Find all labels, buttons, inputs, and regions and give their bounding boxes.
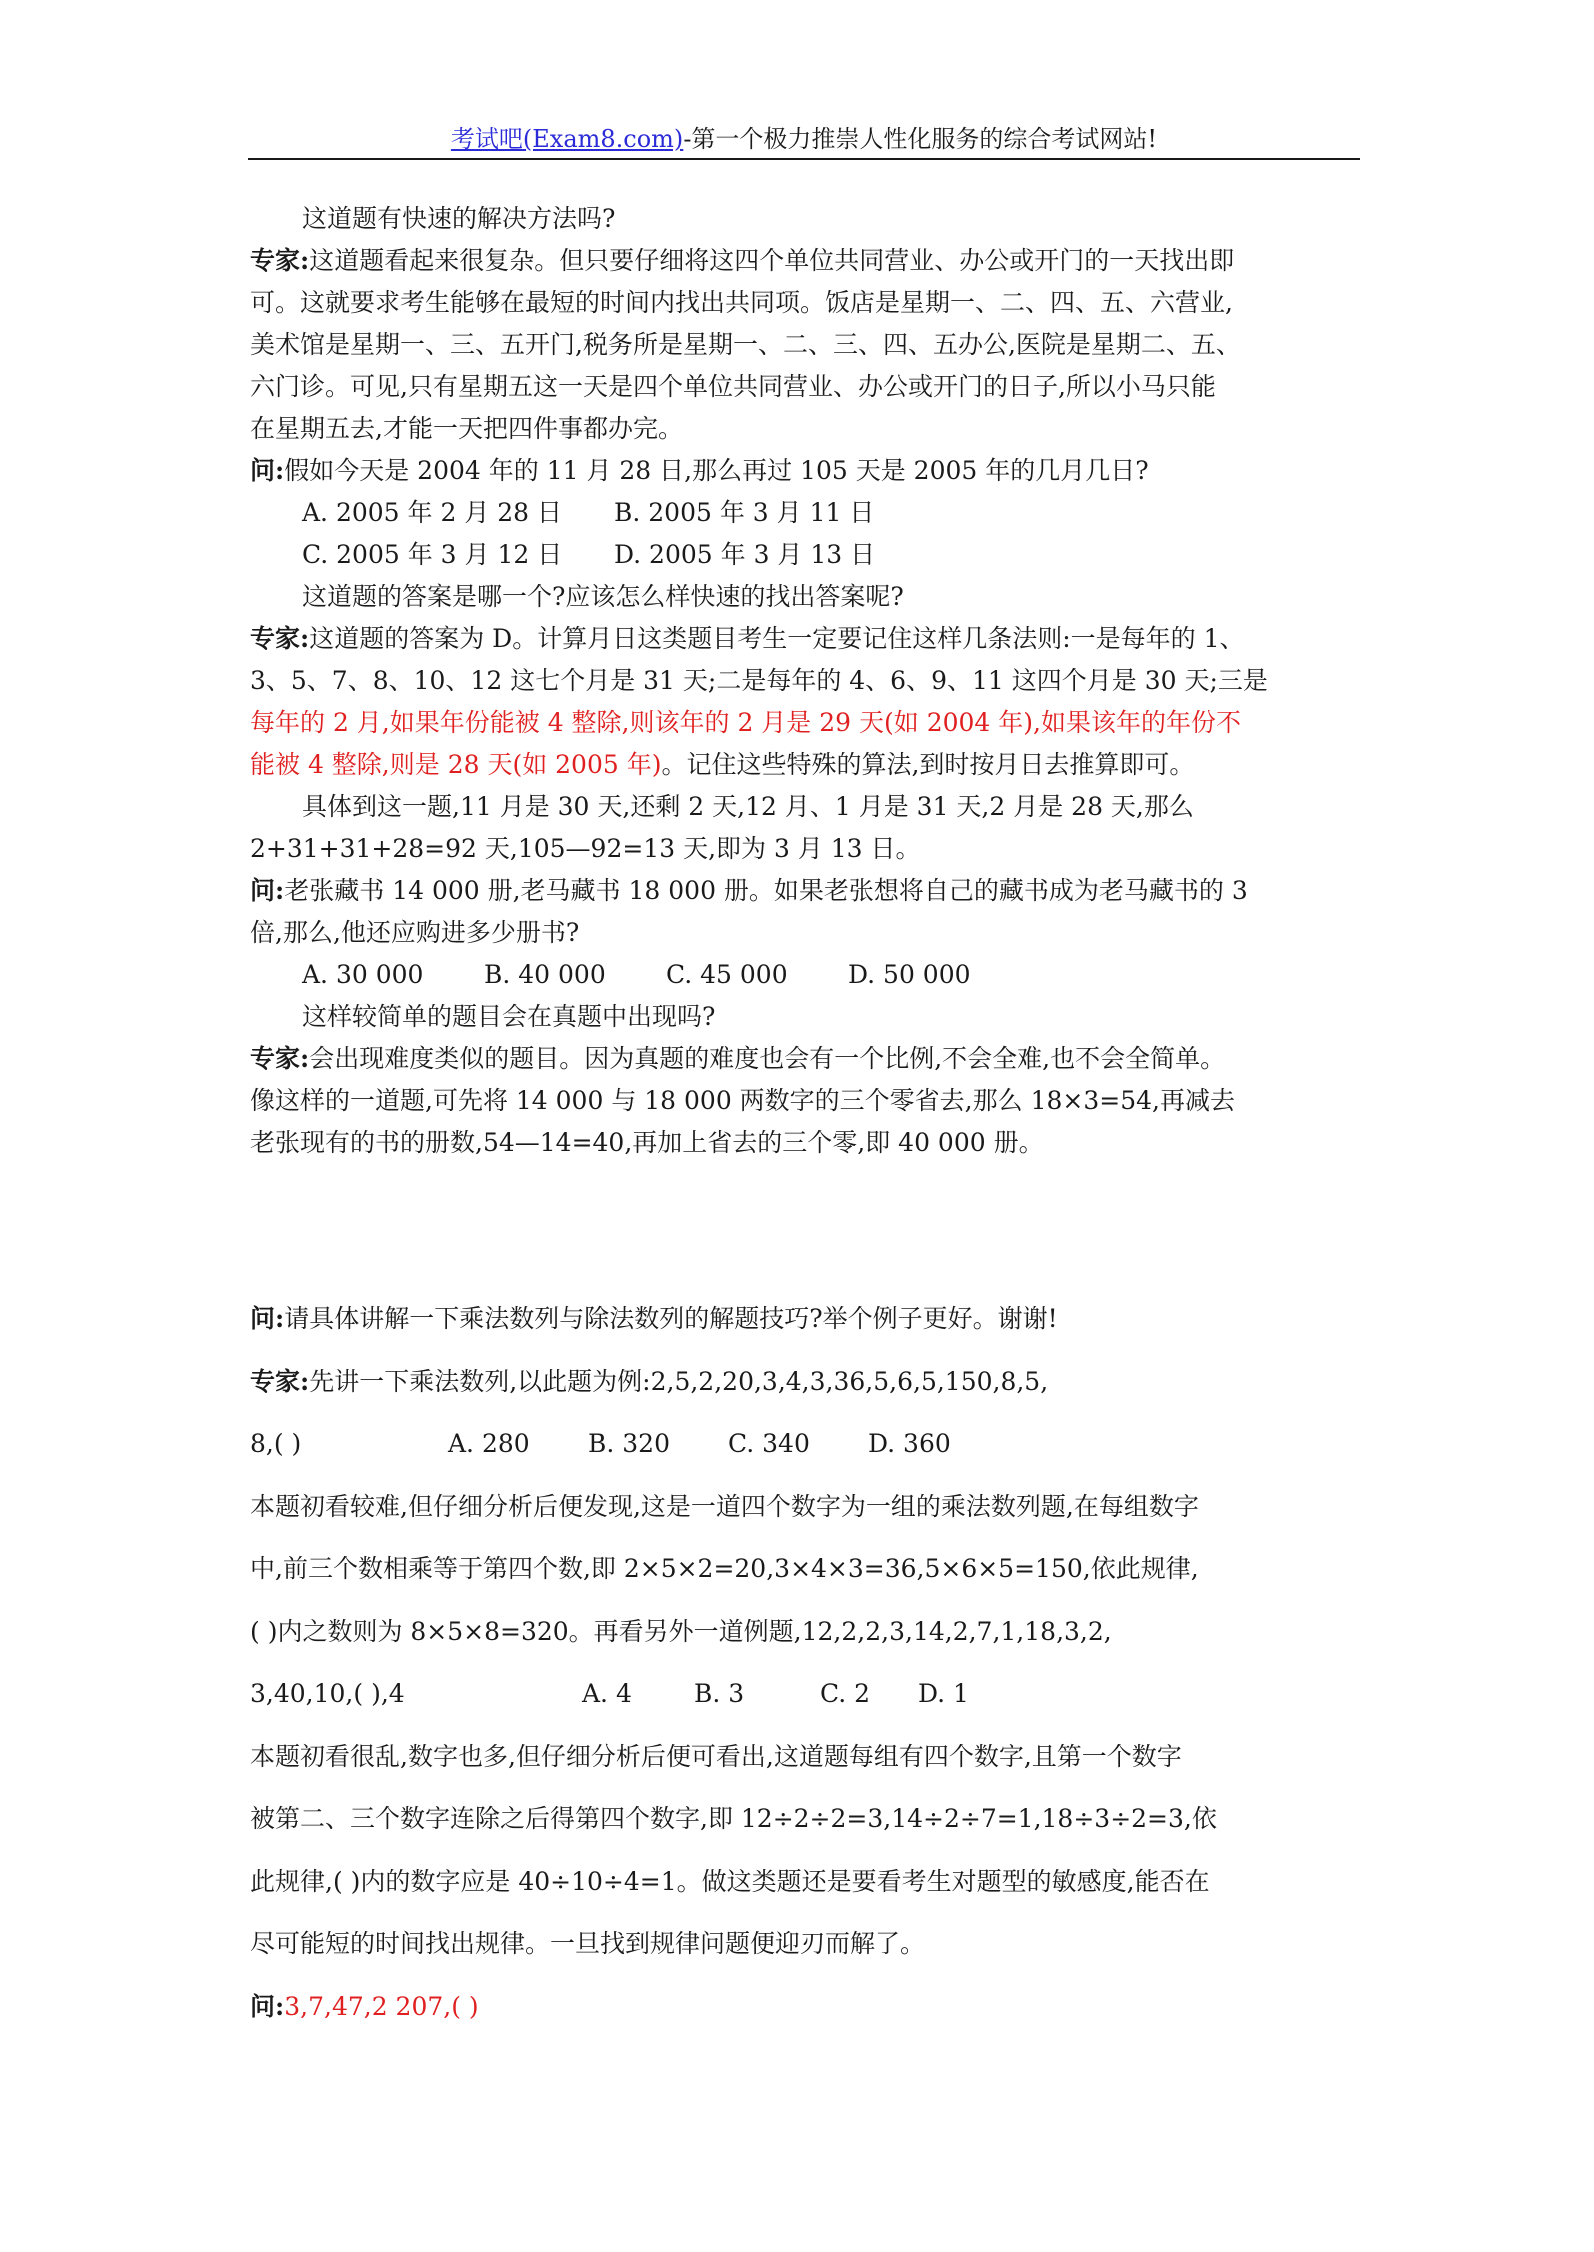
answer-text: 先讲一下乘法数列,以此题为例:2,5,2,20,3,4,3,36,5,6,5,150,8,5,: [309, 1366, 1049, 1396]
example-options-row: [250, 1663, 1360, 1726]
option-b: B. 3: [694, 1679, 745, 1708]
option-c: C. 340: [728, 1429, 810, 1458]
question: [250, 450, 1360, 492]
sequence-tail: 3,40,10,( ),4: [250, 1679, 405, 1708]
question: [250, 1976, 1360, 2039]
question-label: 问:: [250, 456, 285, 485]
option-a: A. 2005 年 2 月 28 日: [302, 498, 563, 527]
expert-answer: [250, 618, 1360, 660]
question-followup: 这样较简单的题目会在真题中出现吗?: [302, 1002, 716, 1031]
answer-text: 这道题看起来很复杂。但只要仔细将这四个单位共同营业、办公或开门的一天找出即: [309, 246, 1235, 275]
sequence-tail: 8,( ): [250, 1429, 302, 1458]
highlight-text: 能被 4 整除,则是 28 天(如 2005 年): [250, 750, 662, 779]
option-c: C. 2: [820, 1679, 871, 1708]
expert-answer: [250, 1038, 1360, 1080]
answer-line: 美术馆是星期一、三、五开门,税务所是星期一、二、三、四、五办公,医院是星期二、五、: [250, 330, 1241, 359]
answer-text: 这道题的答案为 D。计算月日这类题目考生一定要记住这样几条法则:一是每年的 1、: [309, 624, 1245, 653]
option-a: A. 30 000: [302, 960, 424, 989]
question-followup: 这道题有快速的解决方法吗?: [302, 204, 616, 233]
option-d: D. 1: [918, 1679, 969, 1708]
answer-line: 此规律,( )内的数字应是 40÷10÷4=1。做这类题还是要看考生对题型的敏感度,能否在: [250, 1866, 1210, 1896]
option-d: D. 50 000: [848, 960, 971, 989]
expert-label: 专家:: [250, 624, 310, 653]
answer-text: 。记住这些特殊的算法,到时按月日去推算即可。: [661, 750, 1195, 779]
answer-line: 可。这就要求考生能够在最短的时间内找出共同项。饭店是星期一、二、四、五、六营业,: [250, 288, 1233, 317]
options-row: [250, 954, 1360, 996]
question-sequence: 3,7,47,2 207,( ): [284, 1991, 479, 2021]
option-c: C. 45 000: [666, 960, 788, 989]
answer-line: 尽可能短的时间找出规律。一旦找到规律问题便迎刃而解了。: [250, 1929, 926, 1958]
answer-line: 具体到这一题,11 月是 30 天,还剩 2 天,12 月、1 月是 31 天,2 月是 28 天,那么: [302, 792, 1194, 821]
option-b: B. 320: [588, 1429, 670, 1458]
answer-line: 老张现有的书的册数,54—14=40,再加上省去的三个零,即 40 000 册。: [250, 1128, 1044, 1157]
question-text: 假如今天是 2004 年的 11 月 28 日,那么再过 105 天是 2005 年的几月几日?: [284, 456, 1149, 485]
question-line: 倍,那么,他还应购进多少册书?: [250, 918, 580, 947]
site-link[interactable]: 考试吧(Exam8.com): [450, 125, 684, 153]
expert-label: 专家:: [250, 1366, 310, 1396]
question-label: 问:: [250, 876, 285, 905]
expert-label: 专家:: [250, 1044, 310, 1073]
option-c: C. 2005 年 3 月 12 日: [302, 540, 563, 569]
question-followup: 这道题的答案是哪一个?应该怎么样快速的找出答案呢?: [302, 582, 904, 611]
question-text: 老张藏书 14 000 册,老马藏书 18 000 册。如果老张想将自己的藏书成为老马藏书的 3: [284, 876, 1248, 905]
option-a: A. 4: [582, 1679, 632, 1708]
option-b: B. 40 000: [484, 960, 606, 989]
expert-answer: [250, 240, 1360, 282]
header-divider: [248, 158, 1360, 160]
answer-line: 3、5、7、8、10、12 这七个月是 31 天;二是每年的 4、6、9、11 这四个月是 30 天;三是: [250, 666, 1268, 695]
question: [250, 1288, 1360, 1351]
expert-label: 专家:: [250, 246, 310, 275]
question: [250, 870, 1360, 912]
question-text: 请具体讲解一下乘法数列与除法数列的解题技巧?举个例子更好。谢谢!: [284, 1304, 1058, 1333]
answer-line: 中,前三个数相乘等于第四个数,即 2×5×2=20,3×4×3=36,5×6×5=150,依此规律,: [250, 1554, 1199, 1583]
question-label: 问:: [250, 1304, 285, 1333]
example-options-row: [250, 1413, 1360, 1476]
answer-line: 六门诊。可见,只有星期五这一天是四个单位共同营业、办公或开门的日子,所以小马只能: [250, 372, 1216, 401]
options-row: [250, 534, 1360, 576]
site-tagline: -第一个极力推崇人性化服务的综合考试网站!: [683, 125, 1158, 153]
answer-line: ( )内之数则为 8×5×8=320。再看另外一道例题,12,2,2,3,14,2,7,1,18,3,2,: [250, 1616, 1112, 1646]
answer-line: 像这样的一道题,可先将 14 000 与 18 000 两数字的三个零省去,那么 18×3=54,再减去: [250, 1086, 1235, 1115]
answer-line: 本题初看较难,但仔细分析后便发现,这是一道四个数字为一组的乘法数列题,在每组数字: [250, 1491, 1199, 1521]
page-header: [248, 124, 1360, 154]
expert-answer: [250, 1351, 1360, 1414]
options-row: [250, 492, 1360, 534]
answer-line: 在星期五去,才能一天把四件事都办完。: [250, 414, 683, 443]
answer-line: 2+31+31+28=92 天,105—92=13 天,即为 3 月 13 日。: [250, 834, 921, 863]
option-b: B. 2005 年 3 月 11 日: [614, 498, 875, 527]
answer-line: [250, 744, 1360, 786]
qa-section-1: [250, 198, 1360, 1164]
answer-line: 本题初看很乱,数字也多,但仔细分析后便可看出,这道题每组有四个数字,且第一个数字: [250, 1741, 1182, 1771]
answer-line-highlight: 每年的 2 月,如果年份能被 4 整除,则该年的 2 月是 29 天(如 2004 年),如果该年的年份不: [250, 708, 1241, 737]
option-d: D. 360: [868, 1429, 951, 1458]
answer-line: 被第二、三个数字连除之后得第四个数字,即 12÷2÷2=3,14÷2÷7=1,18÷3÷2=3,依: [250, 1804, 1217, 1833]
answer-text: 会出现难度类似的题目。因为真题的难度也会有一个比例,不会全难,也不会全简单。: [309, 1044, 1226, 1073]
option-a: A. 280: [448, 1429, 530, 1458]
question-label: 问:: [250, 1991, 285, 2021]
option-d: D. 2005 年 3 月 13 日: [614, 540, 876, 569]
qa-section-2: [250, 1288, 1360, 2038]
